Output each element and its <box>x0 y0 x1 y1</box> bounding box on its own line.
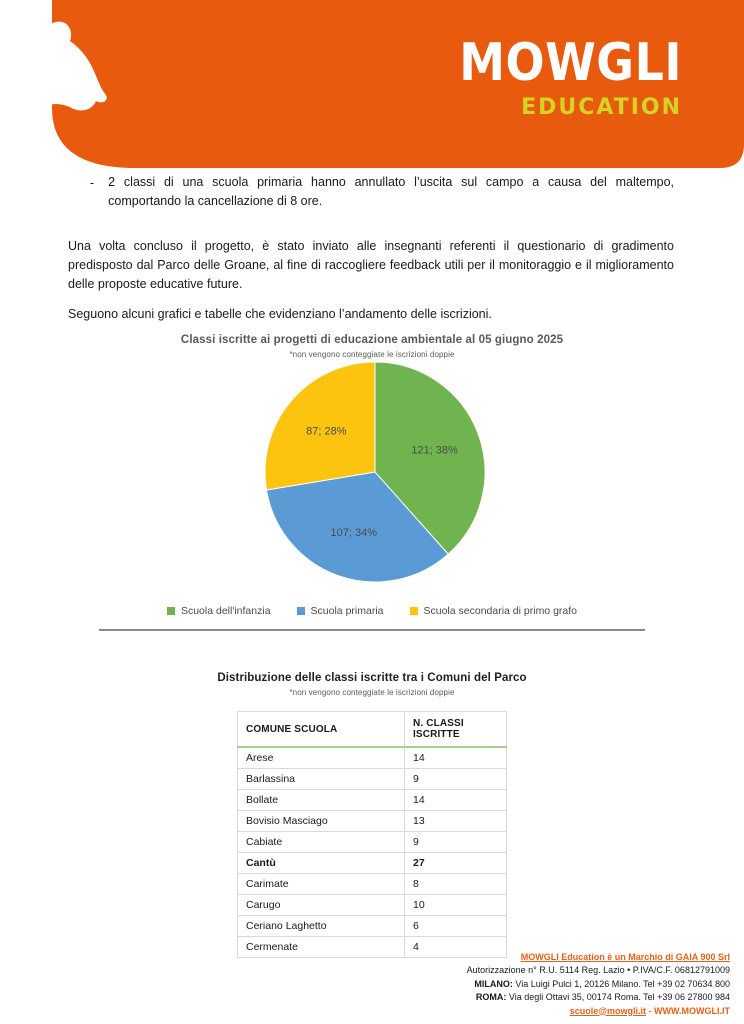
pie-chart-svg <box>264 361 486 593</box>
footer-milano-line <box>467 978 730 992</box>
pie-slice-label: 107; 34% <box>330 527 378 540</box>
chart-legend <box>0 605 744 617</box>
legend-swatch-icon <box>297 607 305 615</box>
legend-label: Scuola secondaria di primo grafo <box>423 605 578 617</box>
footer-contact-line <box>467 1005 730 1019</box>
footer-website-link[interactable]: WWW.MOWGLI.IT <box>654 1005 730 1016</box>
column-header-classi: N. CLASSI ISCRITTE <box>405 712 507 748</box>
legend-label: Scuola primaria <box>310 605 384 617</box>
table-row <box>238 916 507 937</box>
page-footer <box>467 951 730 1019</box>
cell-comune: Ceriano Laghetto <box>238 916 405 937</box>
cell-classi: 9 <box>405 832 507 853</box>
cell-comune: Carimate <box>238 874 405 895</box>
pie-chart-plot-area <box>0 361 744 597</box>
footer-roma-label: ROMA: <box>475 992 507 1002</box>
table-header-row <box>238 712 507 748</box>
table-row <box>238 811 507 832</box>
footer-milano-address: Via Luigi Pulci 1, 20126 Milano. Tel +39 02 70634 800 <box>512 978 730 989</box>
cell-classi: 10 <box>405 895 507 916</box>
table-row <box>238 790 507 811</box>
cell-classi: 9 <box>405 769 507 790</box>
legend-swatch-icon <box>410 607 418 615</box>
legend-item[interactable] <box>297 605 384 617</box>
table-row <box>238 895 507 916</box>
footer-separator: - <box>646 1005 655 1016</box>
table-row <box>238 853 507 874</box>
cell-comune: Arese <box>238 747 405 769</box>
footer-brand-line: MOWGLI Education è un Marchio di GAIA 900 Srl <box>520 951 730 962</box>
cell-classi: 13 <box>405 811 507 832</box>
page-header <box>0 0 744 168</box>
pie-slice-label: 121; 38% <box>411 444 458 457</box>
legend-label: Scuola dell'infanzia <box>180 605 271 617</box>
table-row <box>238 874 507 895</box>
brand-name: MOWGLI <box>459 32 682 93</box>
footer-authorization-line: Autorizzazione n° R.U. 5114 Reg. Lazio • P.IVA/C.F. 06812791009 <box>466 965 730 975</box>
footer-email-link[interactable]: scuole@mowgli.it <box>569 1005 647 1016</box>
comuni-classi-table <box>237 711 507 958</box>
cell-classi: 14 <box>405 790 507 811</box>
bullet-item <box>90 173 674 211</box>
column-header-comune: COMUNE SCUOLA <box>238 712 405 748</box>
cell-comune: Barlassina <box>238 769 405 790</box>
table-row <box>238 832 507 853</box>
footer-roma-line <box>467 991 730 1005</box>
table-subtitle: *non vengono conteggiate le iscrizioni doppie <box>289 688 455 697</box>
table-title: Distribuzione delle classi iscritte tra i Comuni del Parco <box>217 672 527 684</box>
cell-comune: Bollate <box>238 790 405 811</box>
table-row <box>238 769 507 790</box>
cell-comune: Cabiate <box>238 832 405 853</box>
cell-classi: 6 <box>405 916 507 937</box>
cell-classi: 27 <box>405 853 507 874</box>
bullet-dash-marker: - <box>90 176 95 190</box>
brand-logo <box>459 32 682 120</box>
pie-slice-label: 87; 28% <box>306 425 347 438</box>
table-row <box>238 747 507 769</box>
table-section <box>0 672 744 958</box>
paragraph-grafici: Seguono alcuni grafici e tabelle che evidenziano l’andamento delle iscrizioni. <box>68 306 492 321</box>
cell-classi: 14 <box>405 747 507 769</box>
bullet-item-text: 2 classi di una scuola primaria hanno annullato l’uscita sul campo a causa del maltempo, comportando la cancellazione di 8 ore. <box>108 175 674 208</box>
pie-slices <box>265 362 485 582</box>
table-head <box>238 712 507 748</box>
cell-comune: Bovisio Masciago <box>238 811 405 832</box>
footer-roma-address: Via degli Ottavi 35, 00174 Roma. Tel +39 06 27800 984 <box>506 992 730 1002</box>
chart-divider-rule <box>99 629 645 631</box>
footer-milano-label: MILANO: <box>474 978 513 989</box>
table-body <box>238 747 507 958</box>
legend-item[interactable] <box>410 605 578 617</box>
cell-classi: 8 <box>405 874 507 895</box>
cell-comune: Cantù <box>238 853 405 874</box>
pie-chart-section <box>0 334 744 631</box>
cell-comune: Cermenate <box>238 937 405 958</box>
chart-subtitle: *non vengono conteggiate le iscrizioni doppie <box>289 350 455 359</box>
legend-item[interactable] <box>167 605 271 617</box>
cell-comune: Carugo <box>238 895 405 916</box>
cell-classi: 4 <box>405 937 507 958</box>
chart-title: Classi iscritte ai progetti di educazione ambientale al 05 giugno 2025 <box>180 334 564 346</box>
paragraph-questionario: Una volta concluso il progetto, è stato inviato alle insegnanti referenti il questionario di gradimento predisposto dal Parco delle Groane, al fine di raccogliere feedback utili per il monitoraggio e il miglioramento delle proposte educative future. <box>68 238 674 291</box>
legend-swatch-icon <box>167 607 175 615</box>
brand-subtitle: EDUCATION <box>521 95 682 120</box>
